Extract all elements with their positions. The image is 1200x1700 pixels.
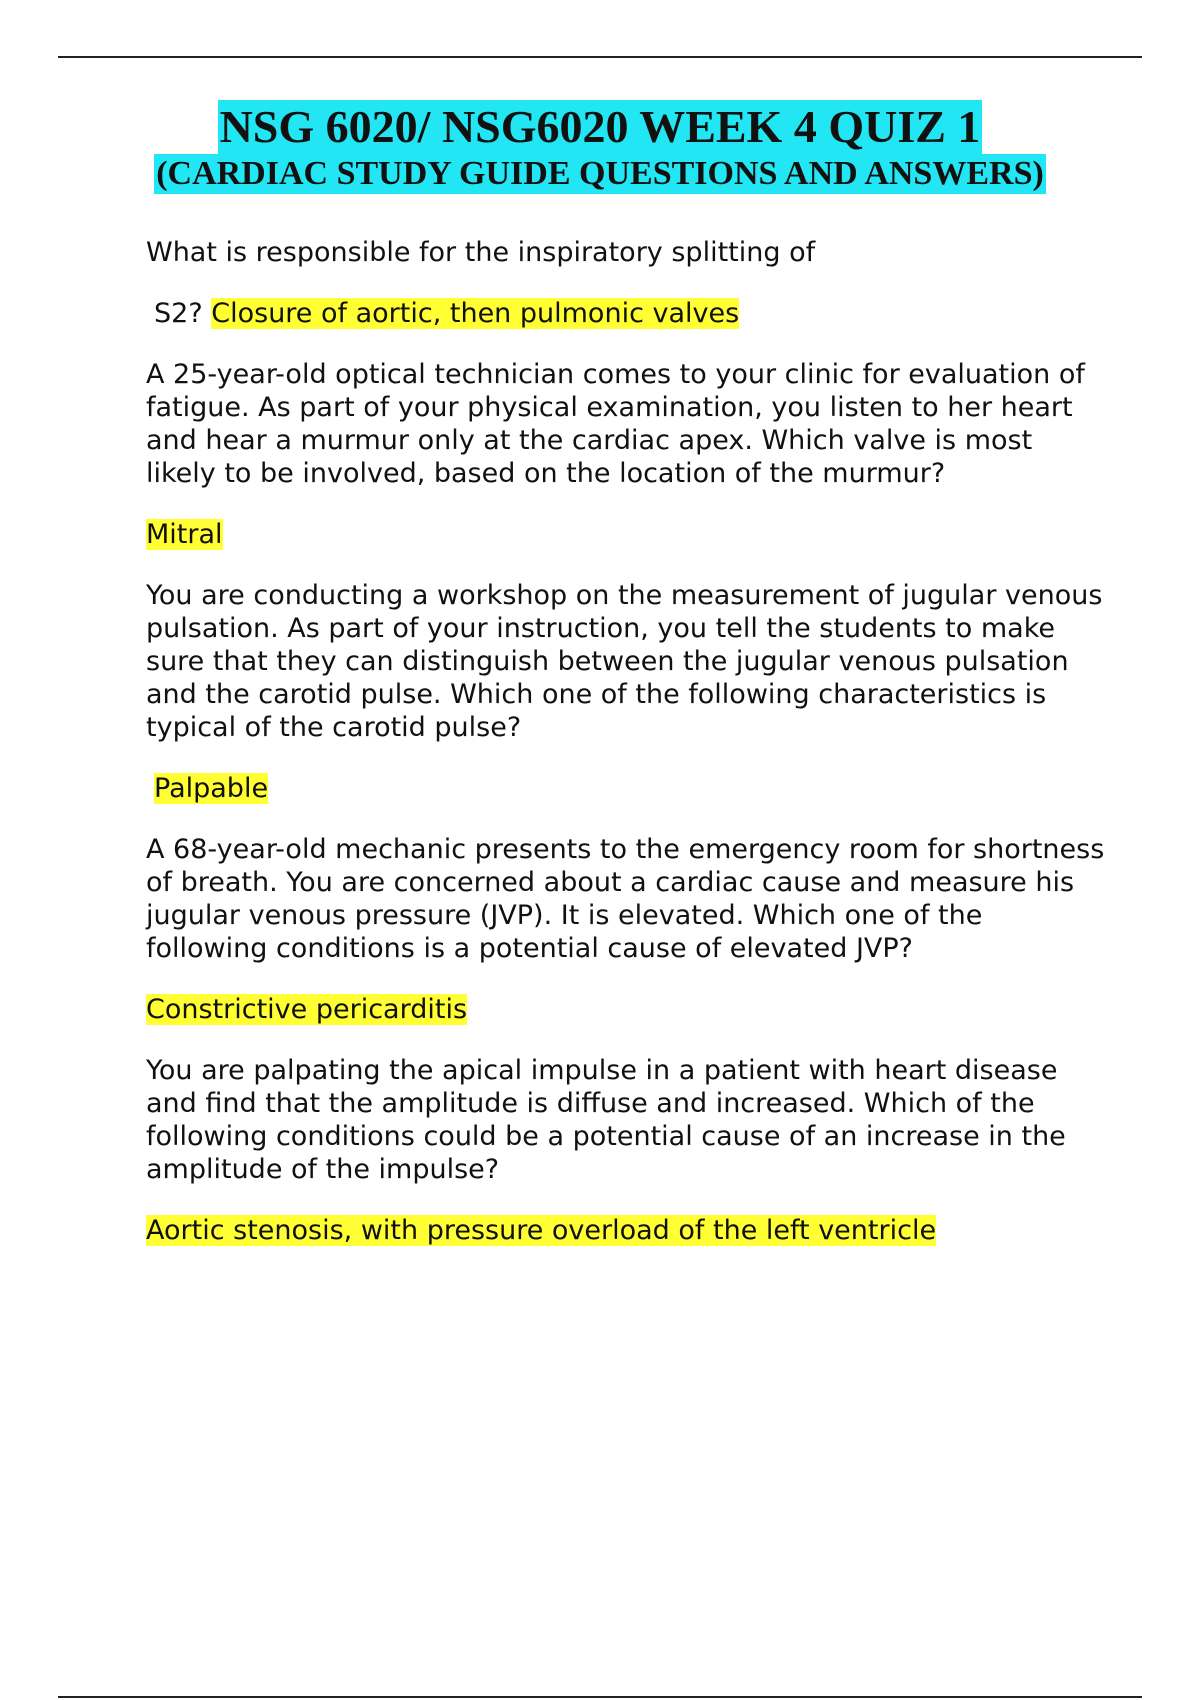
question-1-part-2: S2? (154, 298, 203, 329)
answer-2: Mitral (146, 519, 223, 550)
answer-1: Closure of aortic, then pulmonic valves (211, 298, 740, 329)
document-body (146, 236, 1106, 1275)
question-5: You are palpating the apical impulse in a patient with heart disease and find that the amplitude is diffuse and increased. Which of the following conditions could be a potential cause of an increase in the amplitude of the impulse? (146, 1055, 1066, 1185)
document-title (0, 100, 1200, 194)
question-4: A 68-year-old mechanic presents to the emergency room for shortness of breath. You are concerned about a cardiac cause and measure his jugular venous pressure (JVP). It is elevated. Which one of the following conditions is a potential cause of elevated JVP? (146, 834, 1105, 964)
answer-4: Constrictive pericarditis (146, 994, 468, 1025)
question-1-part-1: What is responsible for the inspiratory splitting of (146, 237, 816, 268)
answer-4-line (146, 993, 1106, 1026)
top-rule (58, 56, 1142, 58)
answer-5-line (146, 1214, 1106, 1247)
answer-2-line (146, 518, 1106, 551)
question-1-answer-line (146, 297, 1106, 330)
answer-5: Aortic stenosis, with pressure overload of the left ventricle (146, 1215, 937, 1246)
bottom-rule (58, 1696, 1142, 1698)
question-2: A 25-year-old optical technician comes to your clinic for evaluation of fatigue. As part of your physical examination, you listen to her heart and hear a murmur only at the cardiac apex. Which valve is most likely to be involved, based on the location of the murmur? (146, 359, 1085, 489)
answer-3: Palpable (154, 773, 269, 804)
title-line-1: NSG 6020/ NSG6020 WEEK 4 QUIZ 1 (219, 101, 981, 152)
question-3: You are conducting a workshop on the measurement of jugular venous pulsation. As part of your instruction, you tell the students to make sure that they can distinguish between the jugular venous pulsation and the carotid pulse. Which one of the following characteristics is typical of the carotid pulse? (146, 580, 1103, 743)
answer-3-line (146, 772, 1106, 805)
title-line-2: (CARDIAC STUDY GUIDE QUESTIONS AND ANSWERS) (156, 155, 1044, 192)
